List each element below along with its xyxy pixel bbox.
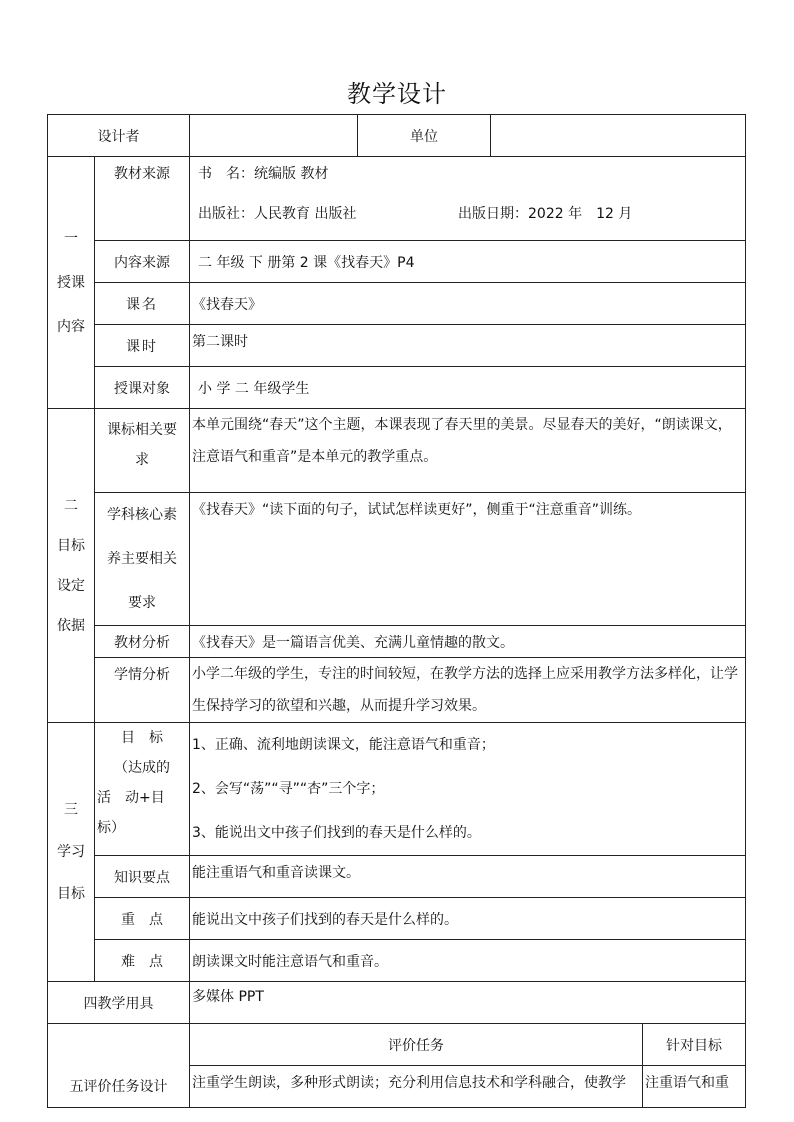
target-value: 小 学 二 年级学生 — [190, 367, 746, 409]
curriculum-row — [48, 409, 746, 493]
evaluation-header-row — [48, 1024, 746, 1066]
core-literacy-row — [48, 493, 746, 626]
teaching-tools-value: 多媒体 PPT — [190, 982, 746, 1024]
lesson-plan-table — [47, 114, 746, 1108]
key-point-row — [48, 898, 746, 940]
goal-item: 3、能说出文中孩子们找到的春天是什么样的。 — [192, 825, 481, 841]
goal-item: 2、会写“荡”“寻”“杏”三个字； — [192, 781, 385, 797]
evaluation-target-header: 针对目标 — [643, 1024, 746, 1066]
target-row — [48, 367, 746, 409]
teaching-tools-label: 四教学用具 — [48, 982, 190, 1024]
difficulty-row — [48, 940, 746, 982]
unit-value — [491, 115, 746, 157]
knowledge-row — [48, 856, 746, 898]
goals-row — [48, 723, 746, 856]
material-analysis-value: 《找春天》是一篇语言优美、充满儿童情趣的散文。 — [190, 626, 746, 658]
designer-label: 设计者 — [48, 115, 190, 157]
material-source-value — [190, 157, 746, 241]
material-source-label: 教材来源 — [95, 157, 190, 241]
page-title: 教学设计 — [347, 80, 447, 108]
lesson-value: 《找春天》 — [190, 283, 746, 325]
material-analysis-row — [48, 626, 746, 658]
evaluation-task-text: 注重学生朗读，多种形式朗读；充分利用信息技术和学科融合，使教学 — [190, 1066, 643, 1108]
goals-list — [190, 723, 746, 856]
period-row — [48, 325, 746, 367]
evaluation-target-text: 注重语气和重 — [643, 1066, 746, 1108]
student-analysis-row — [48, 658, 746, 723]
core-literacy-value: 《找春天》“读下面的句子，试试怎样读更好”，侧重于“注意重音”训练。 — [190, 493, 746, 626]
material-source-row — [48, 157, 746, 241]
publish-date: 出版日期：2022 年 12 月 — [458, 206, 633, 222]
designer-value — [190, 115, 358, 157]
knowledge-label: 知识要点 — [95, 856, 190, 898]
unit-label: 单位 — [358, 115, 491, 157]
knowledge-value: 能注重语气和重音读课文。 — [190, 856, 746, 898]
key-point-label: 重 点 — [95, 898, 190, 940]
section1-label: 一 授课 内容 — [48, 157, 95, 409]
difficulty-label: 难 点 — [95, 940, 190, 982]
content-source-label: 内容来源 — [95, 241, 190, 283]
section2-label: 二 目标 设定 依据 — [48, 409, 95, 723]
difficulty-value: 朗读课文时能注意语气和重音。 — [190, 940, 746, 982]
curriculum-label: 课标相关要求 — [95, 409, 190, 493]
core-literacy-label: 学科核心素 养主要相关 要求 — [95, 493, 190, 626]
teaching-tools-row — [48, 982, 746, 1024]
student-analysis-value: 小学二年级的学生，专注的时间较短，在教学方法的选择上应采用教学方法多样化，让学生保持学习的欲望和兴趣，从而提升学习效果。 — [190, 658, 746, 723]
evaluation-label: 五评价任务设计 — [48, 1024, 190, 1108]
target-label: 授课对象 — [95, 367, 190, 409]
header-row — [48, 115, 746, 157]
lesson-row — [48, 283, 746, 325]
goal-item: 1、正确、流利地朗读课文，能注意语气和重音； — [192, 737, 495, 753]
evaluation-task-header: 评价任务 — [190, 1024, 643, 1066]
period-label: 课时 — [95, 325, 190, 367]
publisher-line — [198, 203, 743, 223]
book-name: 书 名：统编版 教材 — [198, 166, 329, 182]
publisher: 出版社：人民教育 出版社 — [198, 206, 357, 222]
curriculum-value: 本单元围绕“春天”这个主题，本课表现了春天里的美景。尽显春天的美好，“朗读课文，注意语气和重音”是本单元的教学重点。 — [190, 409, 746, 493]
student-analysis-label: 学情分析 — [95, 658, 190, 723]
content-source-row — [48, 241, 746, 283]
period-value: 第二课时 — [190, 325, 746, 367]
key-point-value: 能说出文中孩子们找到的春天是什么样的。 — [190, 898, 746, 940]
section3-label: 三 学习 目标 — [48, 723, 95, 982]
goals-label: 目 标 （达成的 活 动+目 标） — [95, 723, 190, 856]
content-source-value: 二 年级 下 册第 2 课《找春天》P4 — [190, 241, 746, 283]
lesson-label: 课名 — [95, 283, 190, 325]
material-analysis-label: 教材分析 — [95, 626, 190, 658]
